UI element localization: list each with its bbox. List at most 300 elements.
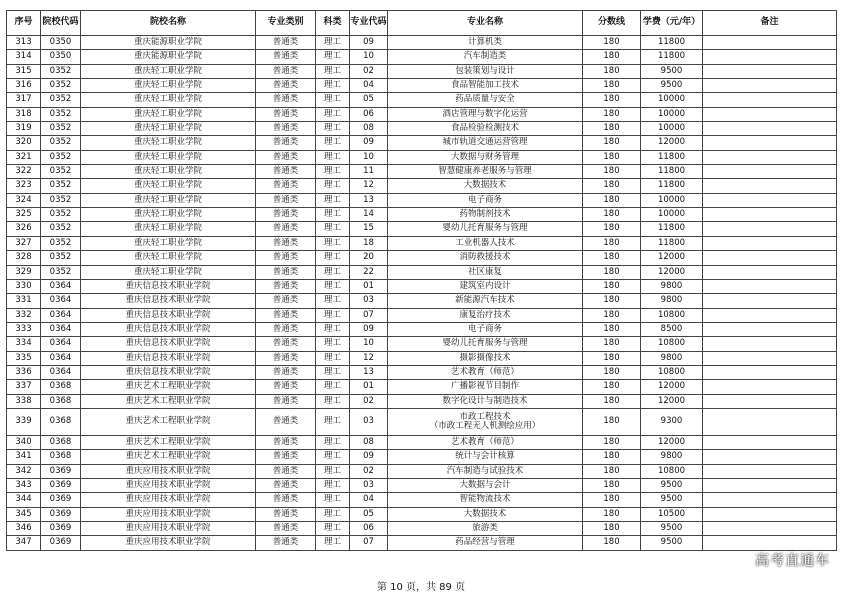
col-school-code-cell: 0364 xyxy=(41,308,81,322)
col-major-name-cell: 社区康复 xyxy=(388,265,583,279)
col-school-name-cell: 重庆轻工职业学院 xyxy=(81,236,256,250)
col-school-name-cell: 重庆轻工职业学院 xyxy=(81,107,256,121)
col-remarks-cell xyxy=(703,522,837,536)
col-school-name-cell: 重庆轻工职业学院 xyxy=(81,251,256,265)
col-remarks-cell xyxy=(703,435,837,449)
col-score-cell: 180 xyxy=(583,408,641,435)
col-subject-cell: 理工 xyxy=(316,265,350,279)
col-score-cell: 180 xyxy=(583,107,641,121)
col-score-cell: 180 xyxy=(583,394,641,408)
col-subject-header: 科类 xyxy=(316,11,350,36)
col-subject-cell: 理工 xyxy=(316,122,350,136)
col-major-code-cell: 02 xyxy=(350,464,388,478)
col-subject-cell: 理工 xyxy=(316,208,350,222)
col-major-code-cell: 03 xyxy=(350,478,388,492)
col-major-code-cell: 05 xyxy=(350,93,388,107)
col-school-name-header: 院校名称 xyxy=(81,11,256,36)
col-major-code-cell: 13 xyxy=(350,365,388,379)
col-school-code-cell: 0369 xyxy=(41,493,81,507)
table-row xyxy=(7,50,837,64)
table-body xyxy=(7,36,837,551)
col-school-name-cell: 重庆应用技术职业学院 xyxy=(81,493,256,507)
col-school-code-cell: 0369 xyxy=(41,507,81,521)
col-seq-cell: 346 xyxy=(7,522,41,536)
col-tuition-cell: 8500 xyxy=(641,322,703,336)
col-subject-cell: 理工 xyxy=(316,337,350,351)
col-seq-cell: 347 xyxy=(7,536,41,550)
col-category-cell: 普通类 xyxy=(256,478,316,492)
col-subject-cell: 理工 xyxy=(316,107,350,121)
table-row xyxy=(7,279,837,293)
col-tuition-cell: 10800 xyxy=(641,464,703,478)
col-score-header: 分数线 xyxy=(583,11,641,36)
table-row xyxy=(7,208,837,222)
col-seq-cell: 327 xyxy=(7,236,41,250)
col-school-name-cell: 重庆轻工职业学院 xyxy=(81,122,256,136)
col-category-cell: 普通类 xyxy=(256,408,316,435)
col-remarks-cell xyxy=(703,265,837,279)
col-seq-cell: 332 xyxy=(7,308,41,322)
col-category-cell: 普通类 xyxy=(256,435,316,449)
col-category-cell: 普通类 xyxy=(256,222,316,236)
col-school-code-cell: 0352 xyxy=(41,179,81,193)
col-subject-cell: 理工 xyxy=(316,308,350,322)
col-tuition-header: 学费（元/年） xyxy=(641,11,703,36)
col-remarks-cell xyxy=(703,394,837,408)
col-seq-cell: 317 xyxy=(7,93,41,107)
col-school-name-cell: 重庆应用技术职业学院 xyxy=(81,522,256,536)
col-category-cell: 普通类 xyxy=(256,107,316,121)
col-category-cell: 普通类 xyxy=(256,36,316,50)
col-subject-cell: 理工 xyxy=(316,150,350,164)
col-school-code-cell: 0350 xyxy=(41,50,81,64)
col-subject-cell: 理工 xyxy=(316,136,350,150)
col-remarks-cell xyxy=(703,478,837,492)
col-major-name-cell: 婴幼儿托育服务与管理 xyxy=(388,222,583,236)
col-school-code-cell: 0350 xyxy=(41,36,81,50)
col-score-cell: 180 xyxy=(583,351,641,365)
table-header xyxy=(7,11,837,36)
table-row xyxy=(7,493,837,507)
col-subject-cell: 理工 xyxy=(316,522,350,536)
col-category-cell: 普通类 xyxy=(256,507,316,521)
col-seq-cell: 314 xyxy=(7,50,41,64)
col-score-cell: 180 xyxy=(583,165,641,179)
col-category-cell: 普通类 xyxy=(256,93,316,107)
col-remarks-cell xyxy=(703,337,837,351)
table-row xyxy=(7,236,837,250)
col-school-code-cell: 0364 xyxy=(41,279,81,293)
col-major-name-cell: 包装策划与设计 xyxy=(388,64,583,78)
col-tuition-cell: 9500 xyxy=(641,493,703,507)
col-major-name-cell: 智能物流技术 xyxy=(388,493,583,507)
col-score-cell: 180 xyxy=(583,150,641,164)
col-subject-cell: 理工 xyxy=(316,279,350,293)
col-category-cell: 普通类 xyxy=(256,308,316,322)
col-subject-cell: 理工 xyxy=(316,493,350,507)
col-score-cell: 180 xyxy=(583,265,641,279)
col-subject-cell: 理工 xyxy=(316,478,350,492)
col-major-name-cell: 广播影视节目制作 xyxy=(388,380,583,394)
col-remarks-cell xyxy=(703,208,837,222)
col-major-code-cell: 02 xyxy=(350,64,388,78)
col-seq-cell: 318 xyxy=(7,107,41,121)
table-row xyxy=(7,478,837,492)
col-tuition-cell: 10000 xyxy=(641,208,703,222)
col-major-name-header: 专业名称 xyxy=(388,11,583,36)
col-major-code-cell: 20 xyxy=(350,251,388,265)
col-category-cell: 普通类 xyxy=(256,394,316,408)
col-category-cell: 普通类 xyxy=(256,279,316,293)
col-major-name-cell: 汽车制造与试验技术 xyxy=(388,464,583,478)
col-tuition-cell: 9800 xyxy=(641,351,703,365)
col-score-cell: 180 xyxy=(583,380,641,394)
col-major-name-cell: 统计与会计核算 xyxy=(388,450,583,464)
col-major-code-cell: 09 xyxy=(350,136,388,150)
col-tuition-cell: 11800 xyxy=(641,150,703,164)
col-subject-cell: 理工 xyxy=(316,251,350,265)
col-subject-cell: 理工 xyxy=(316,464,350,478)
col-major-name-cell: 建筑室内设计 xyxy=(388,279,583,293)
col-seq-cell: 341 xyxy=(7,450,41,464)
col-seq-cell: 320 xyxy=(7,136,41,150)
col-school-code-cell: 0352 xyxy=(41,251,81,265)
col-score-cell: 180 xyxy=(583,236,641,250)
col-subject-cell: 理工 xyxy=(316,380,350,394)
col-major-name-cell: 大数据与会计 xyxy=(388,478,583,492)
col-school-name-cell: 重庆轻工职业学院 xyxy=(81,193,256,207)
col-category-cell: 普通类 xyxy=(256,179,316,193)
col-seq-cell: 343 xyxy=(7,478,41,492)
col-subject-cell: 理工 xyxy=(316,179,350,193)
col-score-cell: 180 xyxy=(583,365,641,379)
col-remarks-cell xyxy=(703,351,837,365)
col-category-cell: 普通类 xyxy=(256,365,316,379)
col-remarks-cell xyxy=(703,107,837,121)
table-row xyxy=(7,308,837,322)
col-school-name-cell: 重庆轻工职业学院 xyxy=(81,222,256,236)
col-tuition-cell: 10000 xyxy=(641,122,703,136)
col-category-cell: 普通类 xyxy=(256,50,316,64)
col-score-cell: 180 xyxy=(583,478,641,492)
table-row xyxy=(7,179,837,193)
col-major-code-cell: 10 xyxy=(350,50,388,64)
col-score-cell: 180 xyxy=(583,536,641,550)
col-remarks-cell xyxy=(703,294,837,308)
col-score-cell: 180 xyxy=(583,450,641,464)
brand-watermark: 高考直通车 xyxy=(755,553,830,569)
col-seq-cell: 319 xyxy=(7,122,41,136)
col-remarks-cell xyxy=(703,179,837,193)
col-school-code-cell: 0352 xyxy=(41,93,81,107)
col-major-name-cell: 电子商务 xyxy=(388,322,583,336)
col-tuition-cell: 9500 xyxy=(641,478,703,492)
col-score-cell: 180 xyxy=(583,122,641,136)
col-major-code-cell: 03 xyxy=(350,408,388,435)
table-row xyxy=(7,464,837,478)
col-major-code-cell: 15 xyxy=(350,222,388,236)
col-subject-cell: 理工 xyxy=(316,450,350,464)
col-seq-cell: 313 xyxy=(7,36,41,50)
col-category-cell: 普通类 xyxy=(256,236,316,250)
col-seq-cell: 316 xyxy=(7,79,41,93)
col-major-name-cell: 旅游类 xyxy=(388,522,583,536)
col-school-name-cell: 重庆信息技术职业学院 xyxy=(81,279,256,293)
col-major-code-cell: 09 xyxy=(350,450,388,464)
col-major-name-cell: 康复治疗技术 xyxy=(388,308,583,322)
col-major-name-cell: 市政工程技术 （市政工程无人机测绘应用） xyxy=(388,408,583,435)
table-row xyxy=(7,251,837,265)
col-subject-cell: 理工 xyxy=(316,322,350,336)
col-major-name-cell: 食品智能加工技术 xyxy=(388,79,583,93)
table-row xyxy=(7,193,837,207)
col-remarks-cell xyxy=(703,36,837,50)
col-school-name-cell: 重庆轻工职业学院 xyxy=(81,179,256,193)
col-school-code-cell: 0352 xyxy=(41,136,81,150)
col-school-code-cell: 0369 xyxy=(41,478,81,492)
col-seq-cell: 334 xyxy=(7,337,41,351)
col-school-code-cell: 0352 xyxy=(41,122,81,136)
col-remarks-cell xyxy=(703,222,837,236)
col-tuition-cell: 11800 xyxy=(641,36,703,50)
col-school-name-cell: 重庆信息技术职业学院 xyxy=(81,365,256,379)
col-school-code-cell: 0364 xyxy=(41,365,81,379)
col-category-cell: 普通类 xyxy=(256,79,316,93)
col-subject-cell: 理工 xyxy=(316,222,350,236)
col-school-name-cell: 重庆轻工职业学院 xyxy=(81,136,256,150)
col-school-code-header: 院校代码 xyxy=(41,11,81,36)
col-major-code-cell: 07 xyxy=(350,536,388,550)
table-row xyxy=(7,93,837,107)
table-row xyxy=(7,165,837,179)
col-tuition-cell: 9500 xyxy=(641,522,703,536)
col-school-code-cell: 0352 xyxy=(41,79,81,93)
table-row xyxy=(7,507,837,521)
col-tuition-cell: 12000 xyxy=(641,380,703,394)
admission-table-container xyxy=(6,10,836,551)
col-subject-cell: 理工 xyxy=(316,79,350,93)
table-row xyxy=(7,122,837,136)
col-major-name-cell: 消防救援技术 xyxy=(388,251,583,265)
col-major-code-cell: 01 xyxy=(350,279,388,293)
col-tuition-cell: 9800 xyxy=(641,450,703,464)
col-remarks-cell xyxy=(703,365,837,379)
col-seq-cell: 325 xyxy=(7,208,41,222)
col-score-cell: 180 xyxy=(583,322,641,336)
col-tuition-cell: 12000 xyxy=(641,394,703,408)
col-remarks-cell xyxy=(703,122,837,136)
col-seq-cell: 333 xyxy=(7,322,41,336)
col-school-code-cell: 0368 xyxy=(41,380,81,394)
col-score-cell: 180 xyxy=(583,36,641,50)
table-row xyxy=(7,522,837,536)
col-major-code-cell: 14 xyxy=(350,208,388,222)
col-major-code-cell: 04 xyxy=(350,79,388,93)
col-major-name-cell: 大数据与财务管理 xyxy=(388,150,583,164)
table-row xyxy=(7,450,837,464)
col-category-cell: 普通类 xyxy=(256,322,316,336)
col-major-code-cell: 12 xyxy=(350,179,388,193)
col-tuition-cell: 9500 xyxy=(641,79,703,93)
col-score-cell: 180 xyxy=(583,93,641,107)
col-remarks-header: 备注 xyxy=(703,11,837,36)
col-tuition-cell: 10000 xyxy=(641,107,703,121)
col-major-name-cell: 城市轨道交通运营管理 xyxy=(388,136,583,150)
col-school-code-cell: 0364 xyxy=(41,351,81,365)
col-score-cell: 180 xyxy=(583,522,641,536)
col-school-code-cell: 0352 xyxy=(41,208,81,222)
table-row xyxy=(7,435,837,449)
col-school-name-cell: 重庆能源职业学院 xyxy=(81,36,256,50)
col-major-code-cell: 10 xyxy=(350,337,388,351)
col-school-name-cell: 重庆轻工职业学院 xyxy=(81,150,256,164)
col-major-code-cell: 06 xyxy=(350,522,388,536)
col-remarks-cell xyxy=(703,236,837,250)
col-school-code-cell: 0364 xyxy=(41,322,81,336)
col-school-name-cell: 重庆艺术工程职业学院 xyxy=(81,408,256,435)
col-major-name-cell: 药品质量与安全 xyxy=(388,93,583,107)
col-school-code-cell: 0352 xyxy=(41,150,81,164)
col-seq-header: 序号 xyxy=(7,11,41,36)
col-remarks-cell xyxy=(703,380,837,394)
col-seq-cell: 335 xyxy=(7,351,41,365)
col-score-cell: 180 xyxy=(583,79,641,93)
col-remarks-cell xyxy=(703,308,837,322)
col-school-code-cell: 0352 xyxy=(41,236,81,250)
col-seq-cell: 331 xyxy=(7,294,41,308)
col-score-cell: 180 xyxy=(583,136,641,150)
col-subject-cell: 理工 xyxy=(316,408,350,435)
col-subject-cell: 理工 xyxy=(316,394,350,408)
col-seq-cell: 329 xyxy=(7,265,41,279)
col-major-name-cell: 药物制剂技术 xyxy=(388,208,583,222)
col-subject-cell: 理工 xyxy=(316,165,350,179)
col-score-cell: 180 xyxy=(583,337,641,351)
col-remarks-cell xyxy=(703,79,837,93)
col-category-cell: 普通类 xyxy=(256,522,316,536)
col-remarks-cell xyxy=(703,536,837,550)
table-row xyxy=(7,394,837,408)
col-major-name-cell: 艺术教育（师范） xyxy=(388,365,583,379)
col-remarks-cell xyxy=(703,464,837,478)
col-school-code-cell: 0364 xyxy=(41,337,81,351)
col-tuition-cell: 11800 xyxy=(641,222,703,236)
col-category-header: 专业类别 xyxy=(256,11,316,36)
col-subject-cell: 理工 xyxy=(316,50,350,64)
col-school-code-cell: 0368 xyxy=(41,450,81,464)
col-major-code-cell: 01 xyxy=(350,380,388,394)
col-tuition-cell: 10500 xyxy=(641,507,703,521)
col-score-cell: 180 xyxy=(583,464,641,478)
col-category-cell: 普通类 xyxy=(256,251,316,265)
col-remarks-cell xyxy=(703,408,837,435)
col-school-code-cell: 0369 xyxy=(41,522,81,536)
col-remarks-cell xyxy=(703,64,837,78)
col-category-cell: 普通类 xyxy=(256,337,316,351)
table-row xyxy=(7,351,837,365)
col-score-cell: 180 xyxy=(583,279,641,293)
table-row xyxy=(7,136,837,150)
col-major-name-cell: 计算机类 xyxy=(388,36,583,50)
col-major-code-header: 专业代码 xyxy=(350,11,388,36)
col-school-code-cell: 0369 xyxy=(41,536,81,550)
col-score-cell: 180 xyxy=(583,294,641,308)
col-school-name-cell: 重庆艺术工程职业学院 xyxy=(81,394,256,408)
table-row xyxy=(7,408,837,435)
col-tuition-cell: 10800 xyxy=(641,337,703,351)
col-major-code-cell: 02 xyxy=(350,394,388,408)
col-subject-cell: 理工 xyxy=(316,64,350,78)
col-school-name-cell: 重庆应用技术职业学院 xyxy=(81,478,256,492)
col-category-cell: 普通类 xyxy=(256,464,316,478)
col-tuition-cell: 12000 xyxy=(641,251,703,265)
col-major-code-cell: 03 xyxy=(350,294,388,308)
col-seq-cell: 322 xyxy=(7,165,41,179)
col-category-cell: 普通类 xyxy=(256,493,316,507)
col-major-code-cell: 10 xyxy=(350,150,388,164)
col-school-code-cell: 0352 xyxy=(41,265,81,279)
col-score-cell: 180 xyxy=(583,308,641,322)
col-seq-cell: 321 xyxy=(7,150,41,164)
col-major-name-cell: 电子商务 xyxy=(388,193,583,207)
table-row xyxy=(7,107,837,121)
col-major-code-cell: 06 xyxy=(350,107,388,121)
col-seq-cell: 326 xyxy=(7,222,41,236)
col-category-cell: 普通类 xyxy=(256,150,316,164)
col-major-name-cell: 婴幼儿托育服务与管理 xyxy=(388,337,583,351)
table-row xyxy=(7,150,837,164)
col-seq-cell: 337 xyxy=(7,380,41,394)
col-major-code-cell: 05 xyxy=(350,507,388,521)
col-category-cell: 普通类 xyxy=(256,536,316,550)
col-school-code-cell: 0369 xyxy=(41,464,81,478)
col-remarks-cell xyxy=(703,507,837,521)
col-major-code-cell: 08 xyxy=(350,122,388,136)
col-remarks-cell xyxy=(703,193,837,207)
col-school-code-cell: 0368 xyxy=(41,408,81,435)
col-subject-cell: 理工 xyxy=(316,93,350,107)
col-seq-cell: 338 xyxy=(7,394,41,408)
col-school-name-cell: 重庆轻工职业学院 xyxy=(81,64,256,78)
col-subject-cell: 理工 xyxy=(316,294,350,308)
col-school-code-cell: 0352 xyxy=(41,64,81,78)
col-score-cell: 180 xyxy=(583,435,641,449)
col-score-cell: 180 xyxy=(583,493,641,507)
col-category-cell: 普通类 xyxy=(256,294,316,308)
col-subject-cell: 理工 xyxy=(316,536,350,550)
col-remarks-cell xyxy=(703,50,837,64)
col-school-code-cell: 0352 xyxy=(41,165,81,179)
col-tuition-cell: 9800 xyxy=(641,279,703,293)
col-seq-cell: 342 xyxy=(7,464,41,478)
col-tuition-cell: 10000 xyxy=(641,93,703,107)
col-major-code-cell: 09 xyxy=(350,36,388,50)
col-school-code-cell: 0368 xyxy=(41,394,81,408)
col-tuition-cell: 11800 xyxy=(641,236,703,250)
admission-table xyxy=(6,10,837,551)
col-major-code-cell: 13 xyxy=(350,193,388,207)
col-category-cell: 普通类 xyxy=(256,165,316,179)
col-tuition-cell: 10800 xyxy=(641,365,703,379)
col-score-cell: 180 xyxy=(583,208,641,222)
col-major-code-cell: 18 xyxy=(350,236,388,250)
col-remarks-cell xyxy=(703,493,837,507)
col-tuition-cell: 9300 xyxy=(641,408,703,435)
col-school-code-cell: 0368 xyxy=(41,435,81,449)
col-school-name-cell: 重庆信息技术职业学院 xyxy=(81,308,256,322)
col-major-code-cell: 12 xyxy=(350,351,388,365)
table-row xyxy=(7,222,837,236)
